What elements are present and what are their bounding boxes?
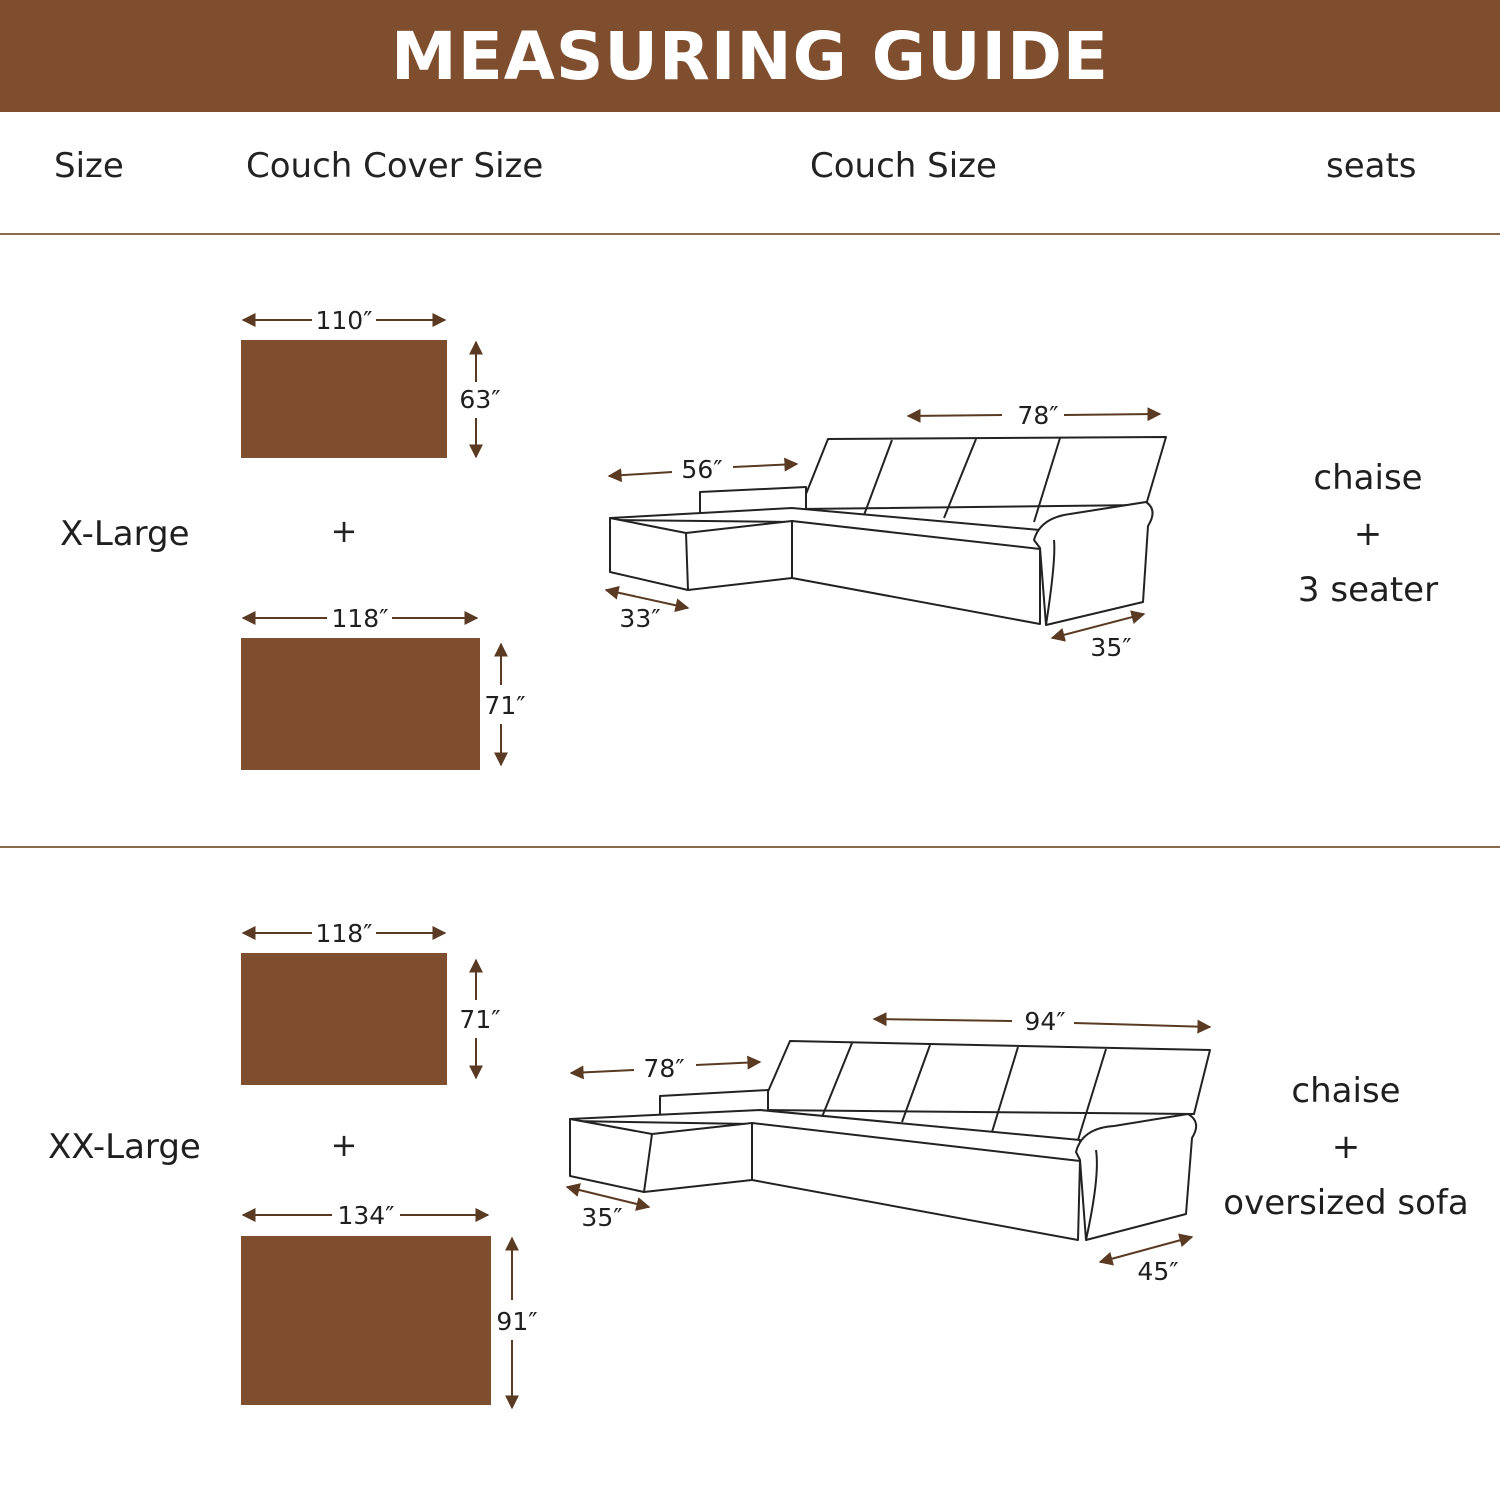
cover-plus-sign: + <box>330 512 358 550</box>
seats-line-sofa: oversized sofa <box>1223 1183 1469 1223</box>
sofa-depth-label: 45″ <box>1137 1257 1179 1286</box>
chaise-length-arrow <box>733 464 797 467</box>
sectional-sofa-x-large <box>606 401 1166 662</box>
cover-width-label: 118″ <box>331 604 389 633</box>
chaise-length-arrow <box>696 1062 760 1065</box>
cover-panel <box>241 953 447 1085</box>
sofa-backrest <box>800 437 1166 509</box>
cover-panel <box>241 340 447 458</box>
cover-diagram-x-large-1 <box>241 306 501 458</box>
cover-height-label: 91″ <box>496 1307 538 1336</box>
sofa-length-arrow <box>1074 1023 1210 1027</box>
chaise-depth-label: 33″ <box>619 604 661 633</box>
chaise-depth-label: 35″ <box>581 1203 623 1232</box>
column-header-couch-size: Couch Size <box>810 146 997 186</box>
sofa-length-arrow <box>908 415 1002 416</box>
chaise-base <box>610 518 792 590</box>
seats-line-chaise: chaise <box>1291 1071 1401 1111</box>
cover-width-label: 110″ <box>315 306 373 335</box>
sofa-rolled-arm <box>1034 502 1153 625</box>
page-title: MEASURING GUIDE <box>391 17 1109 95</box>
sofa-rolled-arm <box>1076 1114 1196 1240</box>
chaise-length-arrow <box>571 1070 634 1073</box>
cover-height-label: 71″ <box>484 691 526 720</box>
seats-line-sofa: 3 seater <box>1297 570 1439 610</box>
cover-height-label: 71″ <box>459 1005 501 1034</box>
column-header-seats: seats <box>1326 146 1417 186</box>
chaise-base <box>570 1119 752 1192</box>
sofa-length-arrow <box>874 1019 1012 1021</box>
size-label-xx-large: XX-Large <box>48 1127 201 1167</box>
seats-line-plus: + <box>1331 1127 1361 1167</box>
cover-width-label: 118″ <box>315 919 373 948</box>
sofa-length-label: 78″ <box>1017 401 1059 430</box>
sofa-length-label: 94″ <box>1024 1007 1066 1036</box>
cover-panel <box>241 638 480 770</box>
cover-diagram-xx-large-1 <box>241 919 501 1085</box>
sofa-depth-label: 35″ <box>1090 633 1132 662</box>
seats-line-plus: + <box>1353 514 1383 554</box>
seats-line-chaise: chaise <box>1313 458 1423 498</box>
chaise-length-label: 56″ <box>681 455 723 484</box>
chaise-length-arrow <box>609 472 672 476</box>
column-header-cover-size: Couch Cover Size <box>246 146 544 186</box>
chaise-length-label: 78″ <box>643 1054 685 1083</box>
cover-diagram-x-large-2 <box>241 604 526 770</box>
cover-plus-sign: + <box>330 1126 358 1164</box>
sectional-sofa-xx-large <box>567 1007 1210 1286</box>
cover-width-label: 134″ <box>337 1201 395 1230</box>
size-label-x-large: X-Large <box>60 514 190 554</box>
cover-diagram-xx-large-2 <box>241 1201 538 1408</box>
sofa-length-arrow <box>1064 414 1160 415</box>
column-header-size: Size <box>54 146 124 186</box>
cover-height-label: 63″ <box>459 385 501 414</box>
cover-panel <box>241 1236 491 1405</box>
